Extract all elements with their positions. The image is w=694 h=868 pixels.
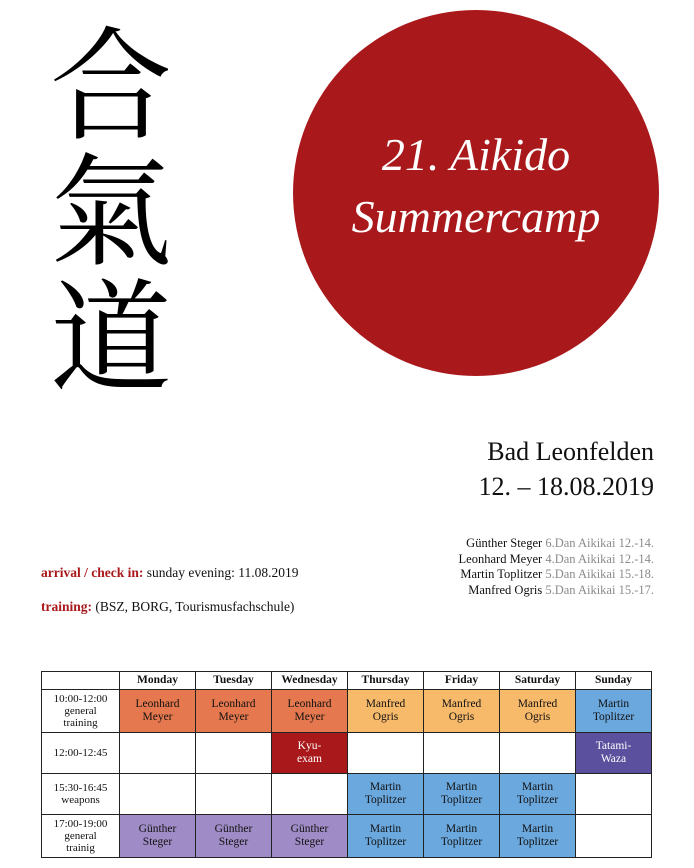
schedule-cell-line: Ogris <box>448 711 475 723</box>
day-header: Monday <box>120 672 196 690</box>
schedule-cell <box>424 815 500 858</box>
teacher-info: 5.Dan Aikikai 15.-18. <box>545 567 654 581</box>
schedule-cell-line: Tatami- <box>595 740 632 752</box>
schedule-cell-line: exam <box>297 753 322 765</box>
time-slot-line: general <box>64 705 97 717</box>
schedule-cell-line: Leonhard <box>287 698 332 710</box>
teacher-info: 4.Dan Aikikai 12.-14. <box>545 551 654 566</box>
arrival-label: arrival / check in: <box>41 565 144 580</box>
schedule-cell <box>272 815 348 858</box>
schedule-cell-line: Toplitzer <box>592 711 635 723</box>
schedule-cell-line: Martin <box>445 781 478 793</box>
schedule-cell-line: Toplitzer <box>440 794 483 806</box>
schedule-cell-line: Martin <box>445 823 478 835</box>
schedule-cell-line: Martin <box>597 698 630 710</box>
schedule-cell-line: Toplitzer <box>516 794 559 806</box>
schedule-corner <box>42 672 120 690</box>
schedule-cell-line: Leonhard <box>135 698 180 710</box>
time-slot-line: weapons <box>61 794 100 806</box>
time-slot-line: 17:00-19:00 <box>53 818 108 830</box>
time-slot-line: training <box>63 717 98 729</box>
schedule-cell-line: Meyer <box>218 711 249 723</box>
event-dates: 12. – 18.08.2019 <box>478 472 654 501</box>
schedule-header-row <box>42 672 652 690</box>
schedule-cell-line: Meyer <box>294 711 325 723</box>
schedule-cell-line: Günther <box>290 823 329 835</box>
training-info <box>41 599 294 615</box>
schedule-cell-line: Toplitzer <box>364 836 407 848</box>
time-slot-line: 12:00-12:45 <box>53 747 108 759</box>
location: Bad Leonfelden <box>487 437 654 466</box>
schedule-cell-line: Leonhard <box>211 698 256 710</box>
time-slot-line: trainig <box>66 842 95 854</box>
schedule-cell <box>196 774 272 815</box>
day-header: Thursday <box>348 672 424 690</box>
kanji-ki: 氣 <box>50 142 172 284</box>
arrival-text: sunday evening: 11.08.2019 <box>143 565 299 580</box>
schedule-cell <box>424 733 500 774</box>
schedule-table <box>41 671 652 858</box>
time-slot-line: 15:30-16:45 <box>53 782 108 794</box>
schedule-cell <box>500 774 576 815</box>
day-header: Wednesday <box>272 672 348 690</box>
teacher-row <box>459 583 654 599</box>
schedule-cell-line: Meyer <box>142 711 173 723</box>
schedule-cell <box>576 815 652 858</box>
schedule-cell <box>348 733 424 774</box>
schedule-cell-line: Ogris <box>524 711 551 723</box>
day-header: Sunday <box>576 672 652 690</box>
teacher-list <box>459 536 654 598</box>
schedule-cell-line: Waza <box>600 753 627 765</box>
schedule-cell-line: Toplitzer <box>364 794 407 806</box>
time-slot-line: general <box>64 830 97 842</box>
schedule-row <box>42 733 652 774</box>
teacher-info: 6.Dan Aikikai 12.-14. <box>545 536 654 550</box>
teacher-row <box>459 536 654 552</box>
schedule-cell <box>120 774 196 815</box>
teacher-name: Günther Steger <box>466 536 543 550</box>
arrival-info <box>41 565 298 581</box>
schedule-cell <box>196 690 272 733</box>
training-label: training: <box>41 599 93 614</box>
schedule-cell-line: Martin <box>369 823 402 835</box>
kanji-do: 道 <box>50 268 172 410</box>
time-slot <box>42 733 120 774</box>
schedule-cell-line: Toplitzer <box>440 836 483 848</box>
day-header: Friday <box>424 672 500 690</box>
schedule-cell <box>576 690 652 733</box>
schedule-cell-line: Martin <box>521 823 554 835</box>
day-header: Tuesday <box>196 672 272 690</box>
schedule-cell <box>272 774 348 815</box>
schedule-cell <box>196 815 272 858</box>
schedule-cell-line: Manfred <box>365 698 406 710</box>
teacher-row <box>459 552 654 568</box>
schedule-cell <box>576 774 652 815</box>
time-slot <box>42 690 120 733</box>
schedule-cell <box>120 815 196 858</box>
schedule-cell <box>272 733 348 774</box>
schedule-cell-line: Steger <box>142 836 173 848</box>
teacher-name: Manfred Ogris <box>468 582 543 597</box>
schedule-cell <box>120 690 196 733</box>
time-slot-line: 10:00-12:00 <box>53 693 108 705</box>
schedule-cell <box>348 815 424 858</box>
schedule-cell-line: Manfred <box>441 698 482 710</box>
schedule-cell <box>500 733 576 774</box>
schedule-cell-line: Ogris <box>372 711 399 723</box>
training-text: (BSZ, BORG, Tourismusfachschule) <box>92 599 295 614</box>
schedule-cell <box>348 774 424 815</box>
time-slot <box>42 815 120 858</box>
day-header: Saturday <box>500 672 576 690</box>
schedule-cell <box>500 690 576 733</box>
title-line-2: Summercamp <box>351 191 601 242</box>
time-slot <box>42 774 120 815</box>
schedule-cell <box>424 774 500 815</box>
schedule-cell <box>120 733 196 774</box>
schedule-cell-line: Martin <box>369 781 402 793</box>
schedule-cell-line: Steger <box>218 836 249 848</box>
schedule-row <box>42 815 652 858</box>
schedule-cell <box>196 733 272 774</box>
schedule-cell <box>500 815 576 858</box>
title-line-1: 21. Aikido <box>381 129 571 180</box>
schedule-row <box>42 690 652 733</box>
schedule-cell-line: Toplitzer <box>516 836 559 848</box>
teacher-row <box>459 567 654 583</box>
teacher-name: Martin Toplitzer <box>460 567 543 581</box>
schedule-cell-line: Steger <box>294 836 325 848</box>
schedule-cell <box>576 733 652 774</box>
kanji-ai: 合 <box>50 16 172 158</box>
schedule-cell-line: Günther <box>138 823 177 835</box>
schedule-cell-line: Manfred <box>517 698 558 710</box>
schedule-cell-line: Kyu- <box>297 740 322 752</box>
schedule-cell <box>348 690 424 733</box>
schedule-cell-line: Günther <box>214 823 253 835</box>
teacher-name: Leonhard Meyer <box>458 551 543 566</box>
schedule-row <box>42 774 652 815</box>
schedule-cell <box>424 690 500 733</box>
teacher-info: 5.Dan Aikikai 15.-17. <box>545 582 654 597</box>
schedule-cell <box>272 690 348 733</box>
schedule-cell-line: Martin <box>521 781 554 793</box>
